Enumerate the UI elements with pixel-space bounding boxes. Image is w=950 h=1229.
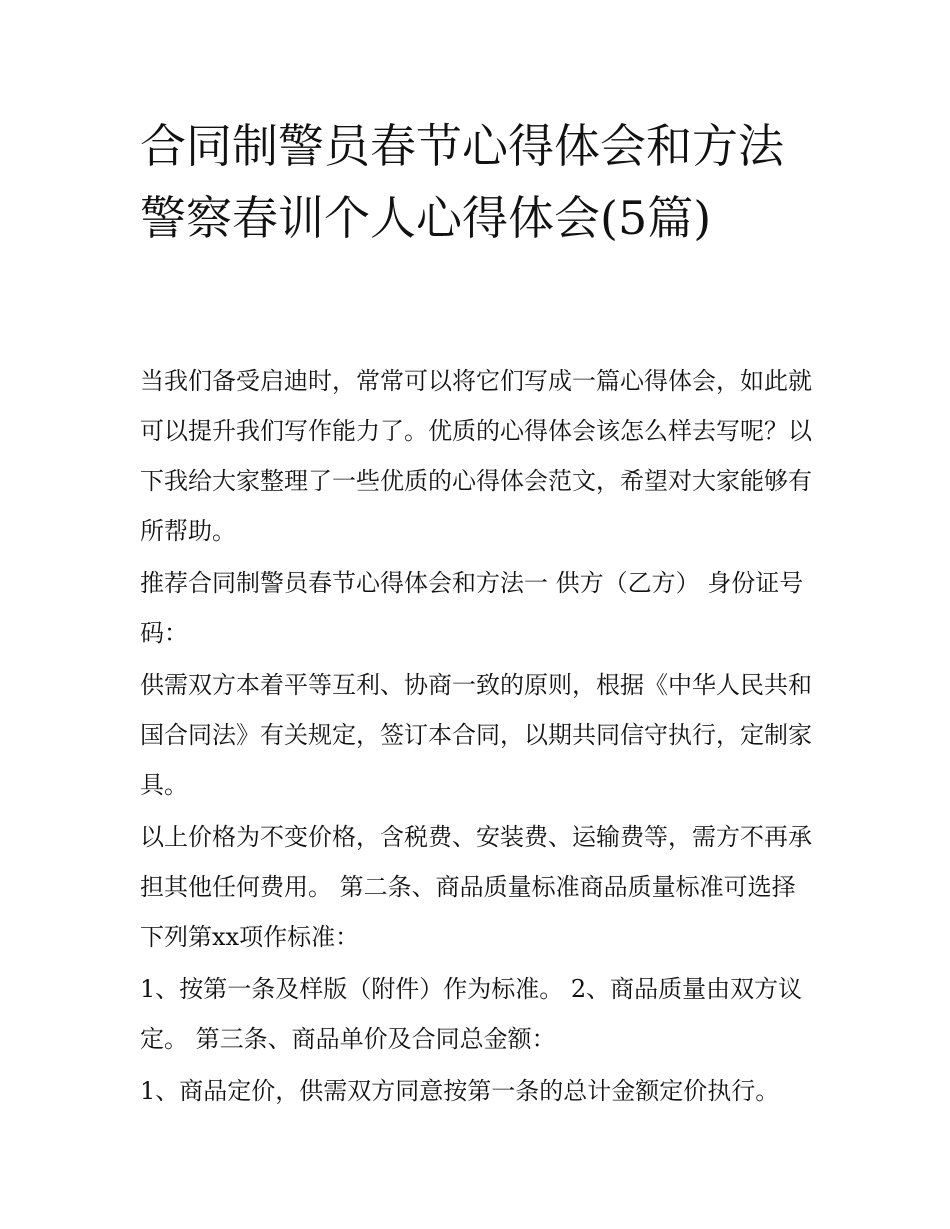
paragraph-recommend: 推荐合同制警员春节心得体会和方法一 供方（乙方） 身份证号码： xyxy=(140,569,804,647)
paragraph-price: 以上价格为不变价格，含税费、安装费、运输费等，需方不再承担其他任何费用。 第二条、商品质量标准商品质量标准可选择下列第xx项作标准： xyxy=(140,823,812,951)
document-title: 合同制警员春节心得体会和方法 警察春训个人心得体会(5篇) xyxy=(140,119,784,245)
paragraph-principle: 供需双方本着平等互利、协商一致的原则，根据《中华人民共和国合同法》有关规定，签订本合同，以期共同信守执行，定制家具。 xyxy=(140,671,812,799)
document-body xyxy=(140,356,815,1118)
paragraph-pricing: 1、商品定价，供需双方同意按第一条的总计金额定价执行。 xyxy=(140,1077,780,1105)
paragraph-quality: 1、按第一条及样版（附件）作为标准。 2、商品质量由双方议定。 第三条、商品单价及合同总金额： xyxy=(140,975,803,1053)
paragraph-intro: 当我们备受启迪时，常常可以将它们写成一篇心得体会，如此就可以提升我们写作能力了。优质的心得体会该怎么样去写呢？以下我给大家整理了一些优质的心得体会范文，希望对大家能够有所帮助。 xyxy=(140,367,812,545)
